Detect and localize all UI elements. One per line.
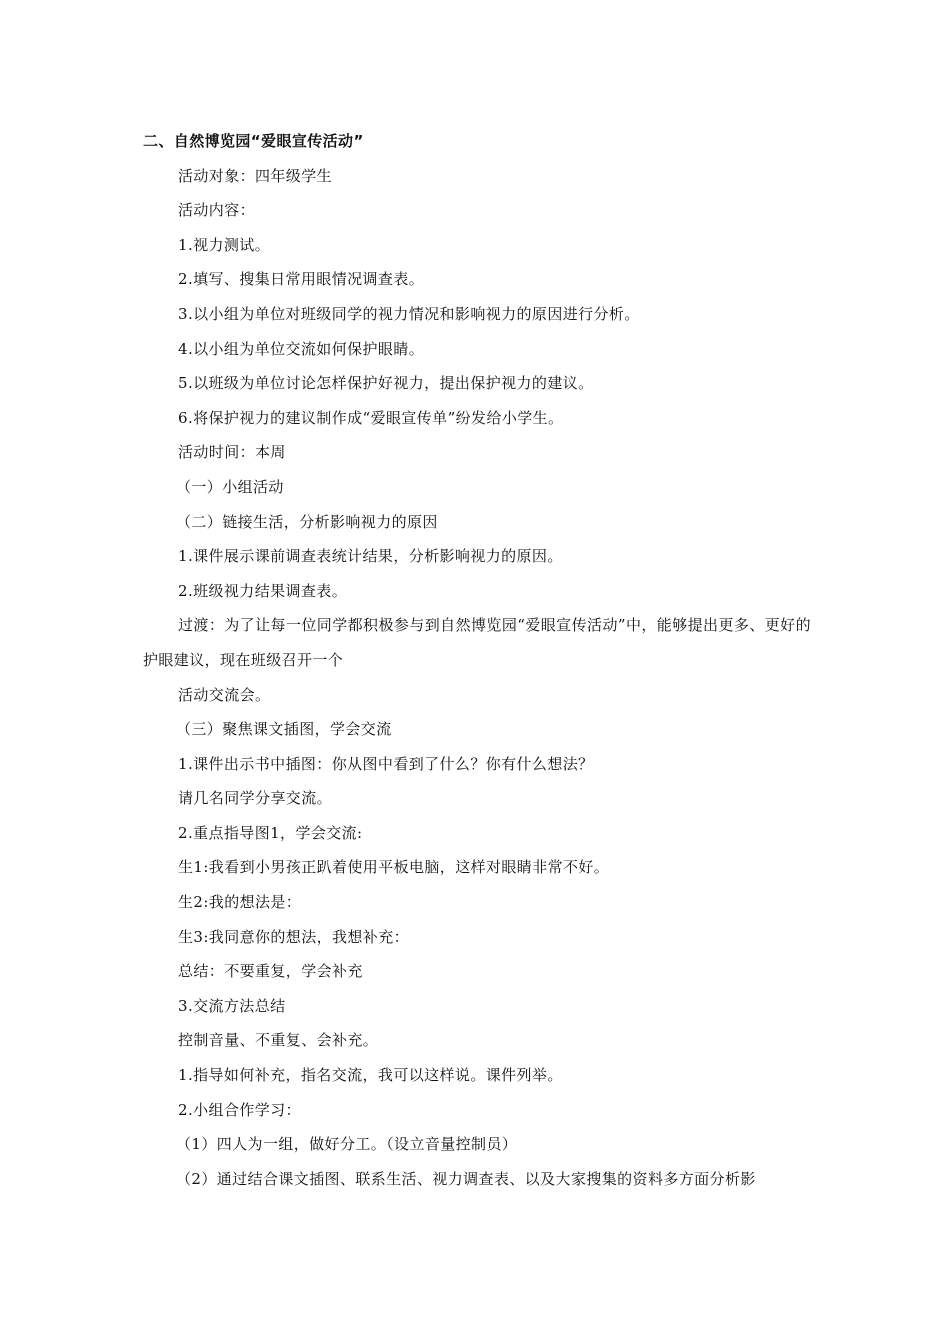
paragraph-line: 控制音量、不重复、会补充。 — [178, 1031, 379, 1050]
paragraph-line: 活动对象：四年级学生 — [178, 166, 333, 185]
paragraph: 过渡：为了让每一位同学都积极参与到自然博览园“爱眼宣传活动”中，能够提出更多、更好的护眼建议，现在班级召开一个 — [143, 616, 811, 669]
dialogue-line: 生3:我同意你的想法，我想补充： — [178, 927, 409, 946]
subsection-heading: （二）链接生活，分析影响视力的原因 — [176, 512, 438, 531]
subsection-heading: （三）聚焦课文插图，学会交流 — [176, 720, 392, 739]
paragraph-line: 请几名同学分享交流。 — [178, 789, 333, 808]
list-item: 6.将保护视力的建议制作成“爱眼宣传单”纷发给小学生。 — [178, 408, 564, 427]
list-item: 2.填写、搜集日常用眼情况调查表。 — [178, 270, 425, 289]
dialogue-line: 生1:我看到小男孩正趴着使用平板电脑，这样对眼睛非常不好。 — [178, 858, 610, 877]
list-item: 3.交流方法总结 — [178, 996, 286, 1015]
document-body — [143, 124, 813, 1196]
list-item: 2.班级视力结果调查表。 — [178, 581, 348, 600]
paragraph-line: 活动内容： — [178, 201, 256, 220]
paragraph-line: 活动时间：本周 — [178, 443, 286, 462]
list-item: 2.小组合作学习： — [178, 1100, 301, 1119]
subsection-heading: （一）小组活动 — [176, 477, 284, 496]
list-item: 1.课件出示书中插图：你从图中看到了什么？你有什么想法？ — [178, 754, 594, 773]
list-item: 1.视力测试。 — [178, 235, 271, 254]
list-item: （1）四人为一组，做好分工。（设立音量控制员） — [176, 1135, 518, 1154]
section-heading: 二、自然博览园“爱眼宣传活动” — [143, 132, 364, 150]
list-item: 1.指导如何补充，指名交流，我可以这样说。课件列举。 — [178, 1066, 563, 1085]
list-item: 1.课件展示课前调查表统计结果，分析影响视力的原因。 — [178, 547, 563, 566]
paragraph-line: 总结：不要重复，学会补充 — [178, 962, 363, 981]
list-item: 3.以小组为单位对班级同学的视力情况和影响视力的原因进行分析。 — [178, 304, 640, 323]
list-item: 2.重点指导图1，学会交流: — [178, 823, 363, 842]
dialogue-line: 生2:我的想法是： — [178, 893, 302, 912]
list-item: 4.以小组为单位交流如何保护眼睛。 — [178, 339, 425, 358]
list-item: 5.以班级为单位讨论怎样保护好视力，提出保护视力的建议。 — [178, 374, 594, 393]
list-item: （2）通过结合课文插图、联系生活、视力调查表、以及大家搜集的资料多方面分析影 — [176, 1169, 756, 1188]
paragraph-line: 活动交流会。 — [178, 685, 271, 704]
